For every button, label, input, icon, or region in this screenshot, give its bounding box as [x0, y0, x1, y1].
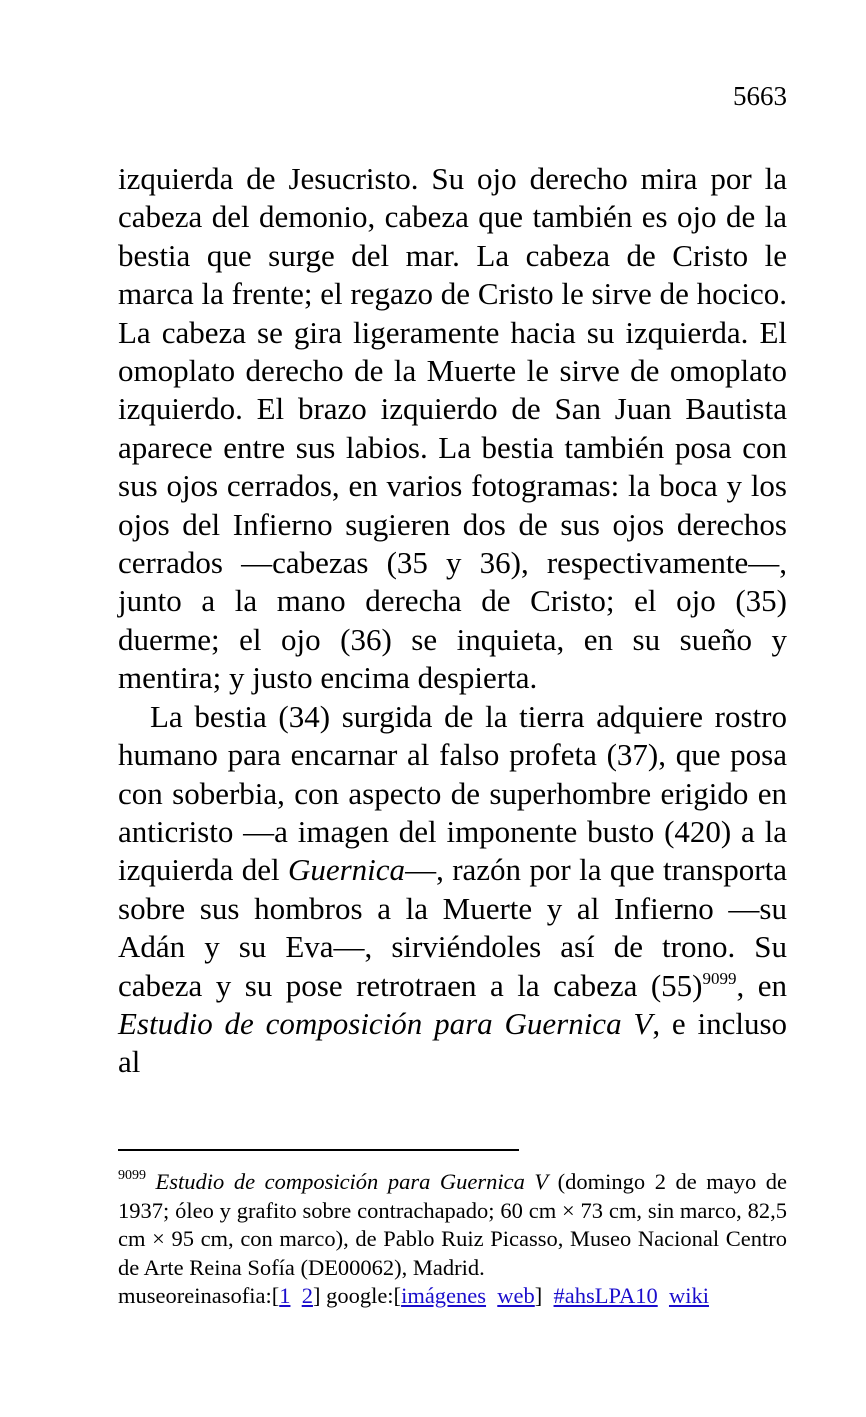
museo-link-1[interactable]: 1: [279, 1283, 291, 1308]
google-close: ]: [534, 1283, 543, 1308]
hashtag-link[interactable]: #ahsLPA10: [553, 1283, 658, 1308]
google-images-link[interactable]: imágenes: [401, 1283, 487, 1308]
main-text: [118, 160, 787, 1082]
footnote-reference[interactable]: 9099: [702, 968, 737, 988]
wiki-link[interactable]: wiki: [668, 1283, 709, 1308]
paragraph-1: [118, 160, 787, 698]
google-web-link[interactable]: web: [497, 1283, 535, 1308]
footnote-links: [118, 1282, 787, 1311]
footnote-separator: [118, 1149, 519, 1151]
footnote: [118, 1168, 787, 1311]
footnote-title: Estudio de composición para Guernica V: [155, 1169, 549, 1194]
footnote-text: (domingo 2 de mayo de 1937; óleo y grafito sobre contrachapado; 60 cm × 73 cm, sin marco, 82,5 cm × 95 cm, con marco), de Pablo Ruiz Picasso, Museo Nacional Centro de Arte Reina Sofía (DE00062), Madrid.: [118, 1169, 787, 1280]
footnote-number: 9099: [118, 1168, 146, 1183]
google-prefix: ] google:[: [312, 1283, 402, 1308]
paragraph-2-text-a: La bestia (34) surgida de la tierra adquiere rostro humano para encarnar al falso profeta (37), que posa con soberbia, con aspecto de superhombre erigido en anticristo —a imagen del imponente busto (420) a la izquierda del: [118, 698, 787, 888]
paragraph-2-text-d: , e incluso al: [118, 1005, 788, 1080]
museo-link-2[interactable]: 2: [301, 1283, 313, 1308]
paragraph-2-text-b: —, razón por la que transporta sobre sus hombros a la Muerte y al Infierno —su Adán y su Eva—, sirviéndoles así de trono. Su cabeza y su pose retrotraen a la cabeza (55): [118, 852, 787, 1003]
footnote-body: [118, 1168, 787, 1282]
italic-title-estudio: Estudio de composición para Guernica V: [118, 1005, 653, 1041]
paragraph-1-text: izquierda de Jesucristo. Su ojo derecho mira por la cabeza del demonio, cabeza que también es ojo de la bestia que surge del mar. La cabeza de Cristo le marca la frente; el regazo de Cristo le sirve de hocico. La cabeza se gira ligeramente hacia su izquierda. El omoplato derecho de la Muerte le sirve de omoplato izquierdo. El brazo izquierdo de San Juan Bautista aparece entre sus labios. La bestia también posa con sus ojos cerrados, en varios fotogramas: la boca y los ojos del Infierno sugieren dos de sus ojos derechos cerrados —cabezas (35 y 36), respectivamente—, junto a la mano derecha de Cristo; el ojo (35) duerme; el ojo (36) se inquieta, en su sueño y mentira; y justo encima despierta.: [118, 161, 787, 696]
paragraph-2: [118, 698, 787, 1082]
paragraph-2-text-c: , en: [736, 967, 787, 1003]
museo-prefix: museoreinasofia:[: [118, 1283, 280, 1308]
italic-title-guernica: Guernica: [287, 852, 406, 888]
page-number: 5663: [733, 81, 787, 111]
